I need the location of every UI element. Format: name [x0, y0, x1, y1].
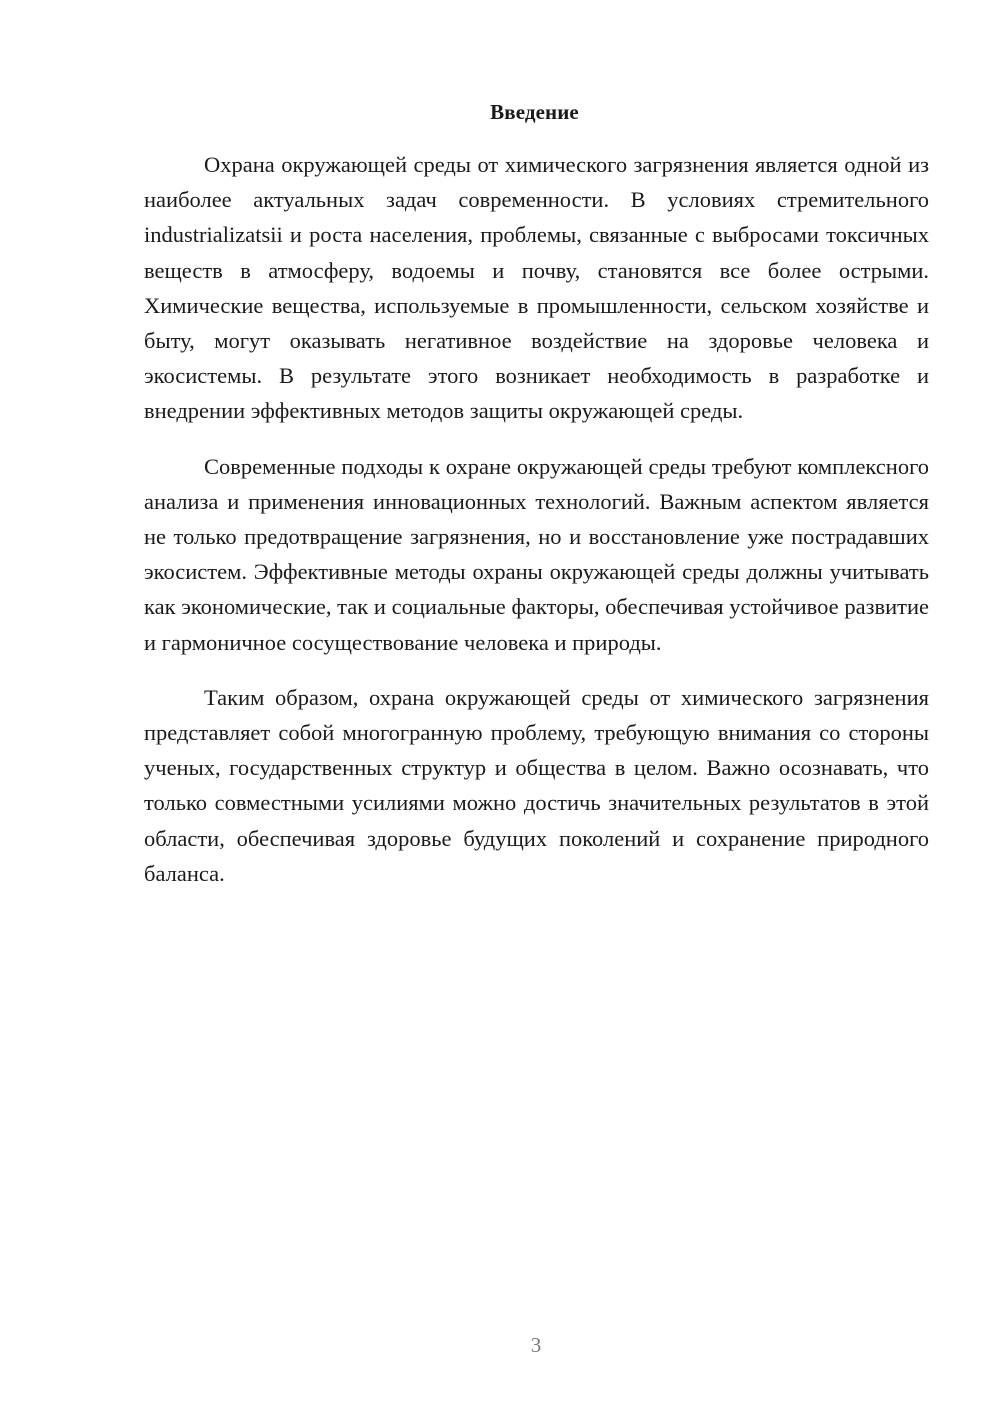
page-content [144, 95, 929, 911]
paragraph-1: Охрана окружающей среды от химического загрязнения является одной из наиболее актуальных задач современности. В условиях стремительного industrializatsii и роста населения, проблемы, связанные с выбросами токсичных веществ в атмосферу, водоемы и почву, становятся все более острыми. Химические вещества, используемые в промышленности, сельском хозяйстве и быту, могут оказывать негативное воздействие на здоровье человека и экосистемы. В результате этого возникает необходимость в разработке и внедрении эффективных методов защиты окружающей среды. [144, 152, 929, 424]
page-number: 3 [530, 1333, 542, 1357]
paragraph-2: Современные подходы к охране окружающей среды требуют комплексного анализа и применения инновационных технологий. Важным аспектом является не только предотвращение загрязнения, но и восстановление уже пострадавших экосистем. Эффективные методы охраны окружающей среды должны учитывать как экономические, так и социальные факторы, обеспечивая устойчивое развитие и гармоничное сосуществование человека и природы. [144, 453, 929, 655]
paragraph-3: Таким образом, охрана окружающей среды от химического загрязнения представляет собой многогранную проблему, требующую внимания со стороны ученых, государственных структур и общества в целом. Важно осознавать, что только совместными усилиями можно достичь значительных результатов в этой области, обеспечивая здоровье будущих поколений и сохранение природного баланса. [144, 684, 929, 886]
section-title: Введение [490, 100, 579, 124]
